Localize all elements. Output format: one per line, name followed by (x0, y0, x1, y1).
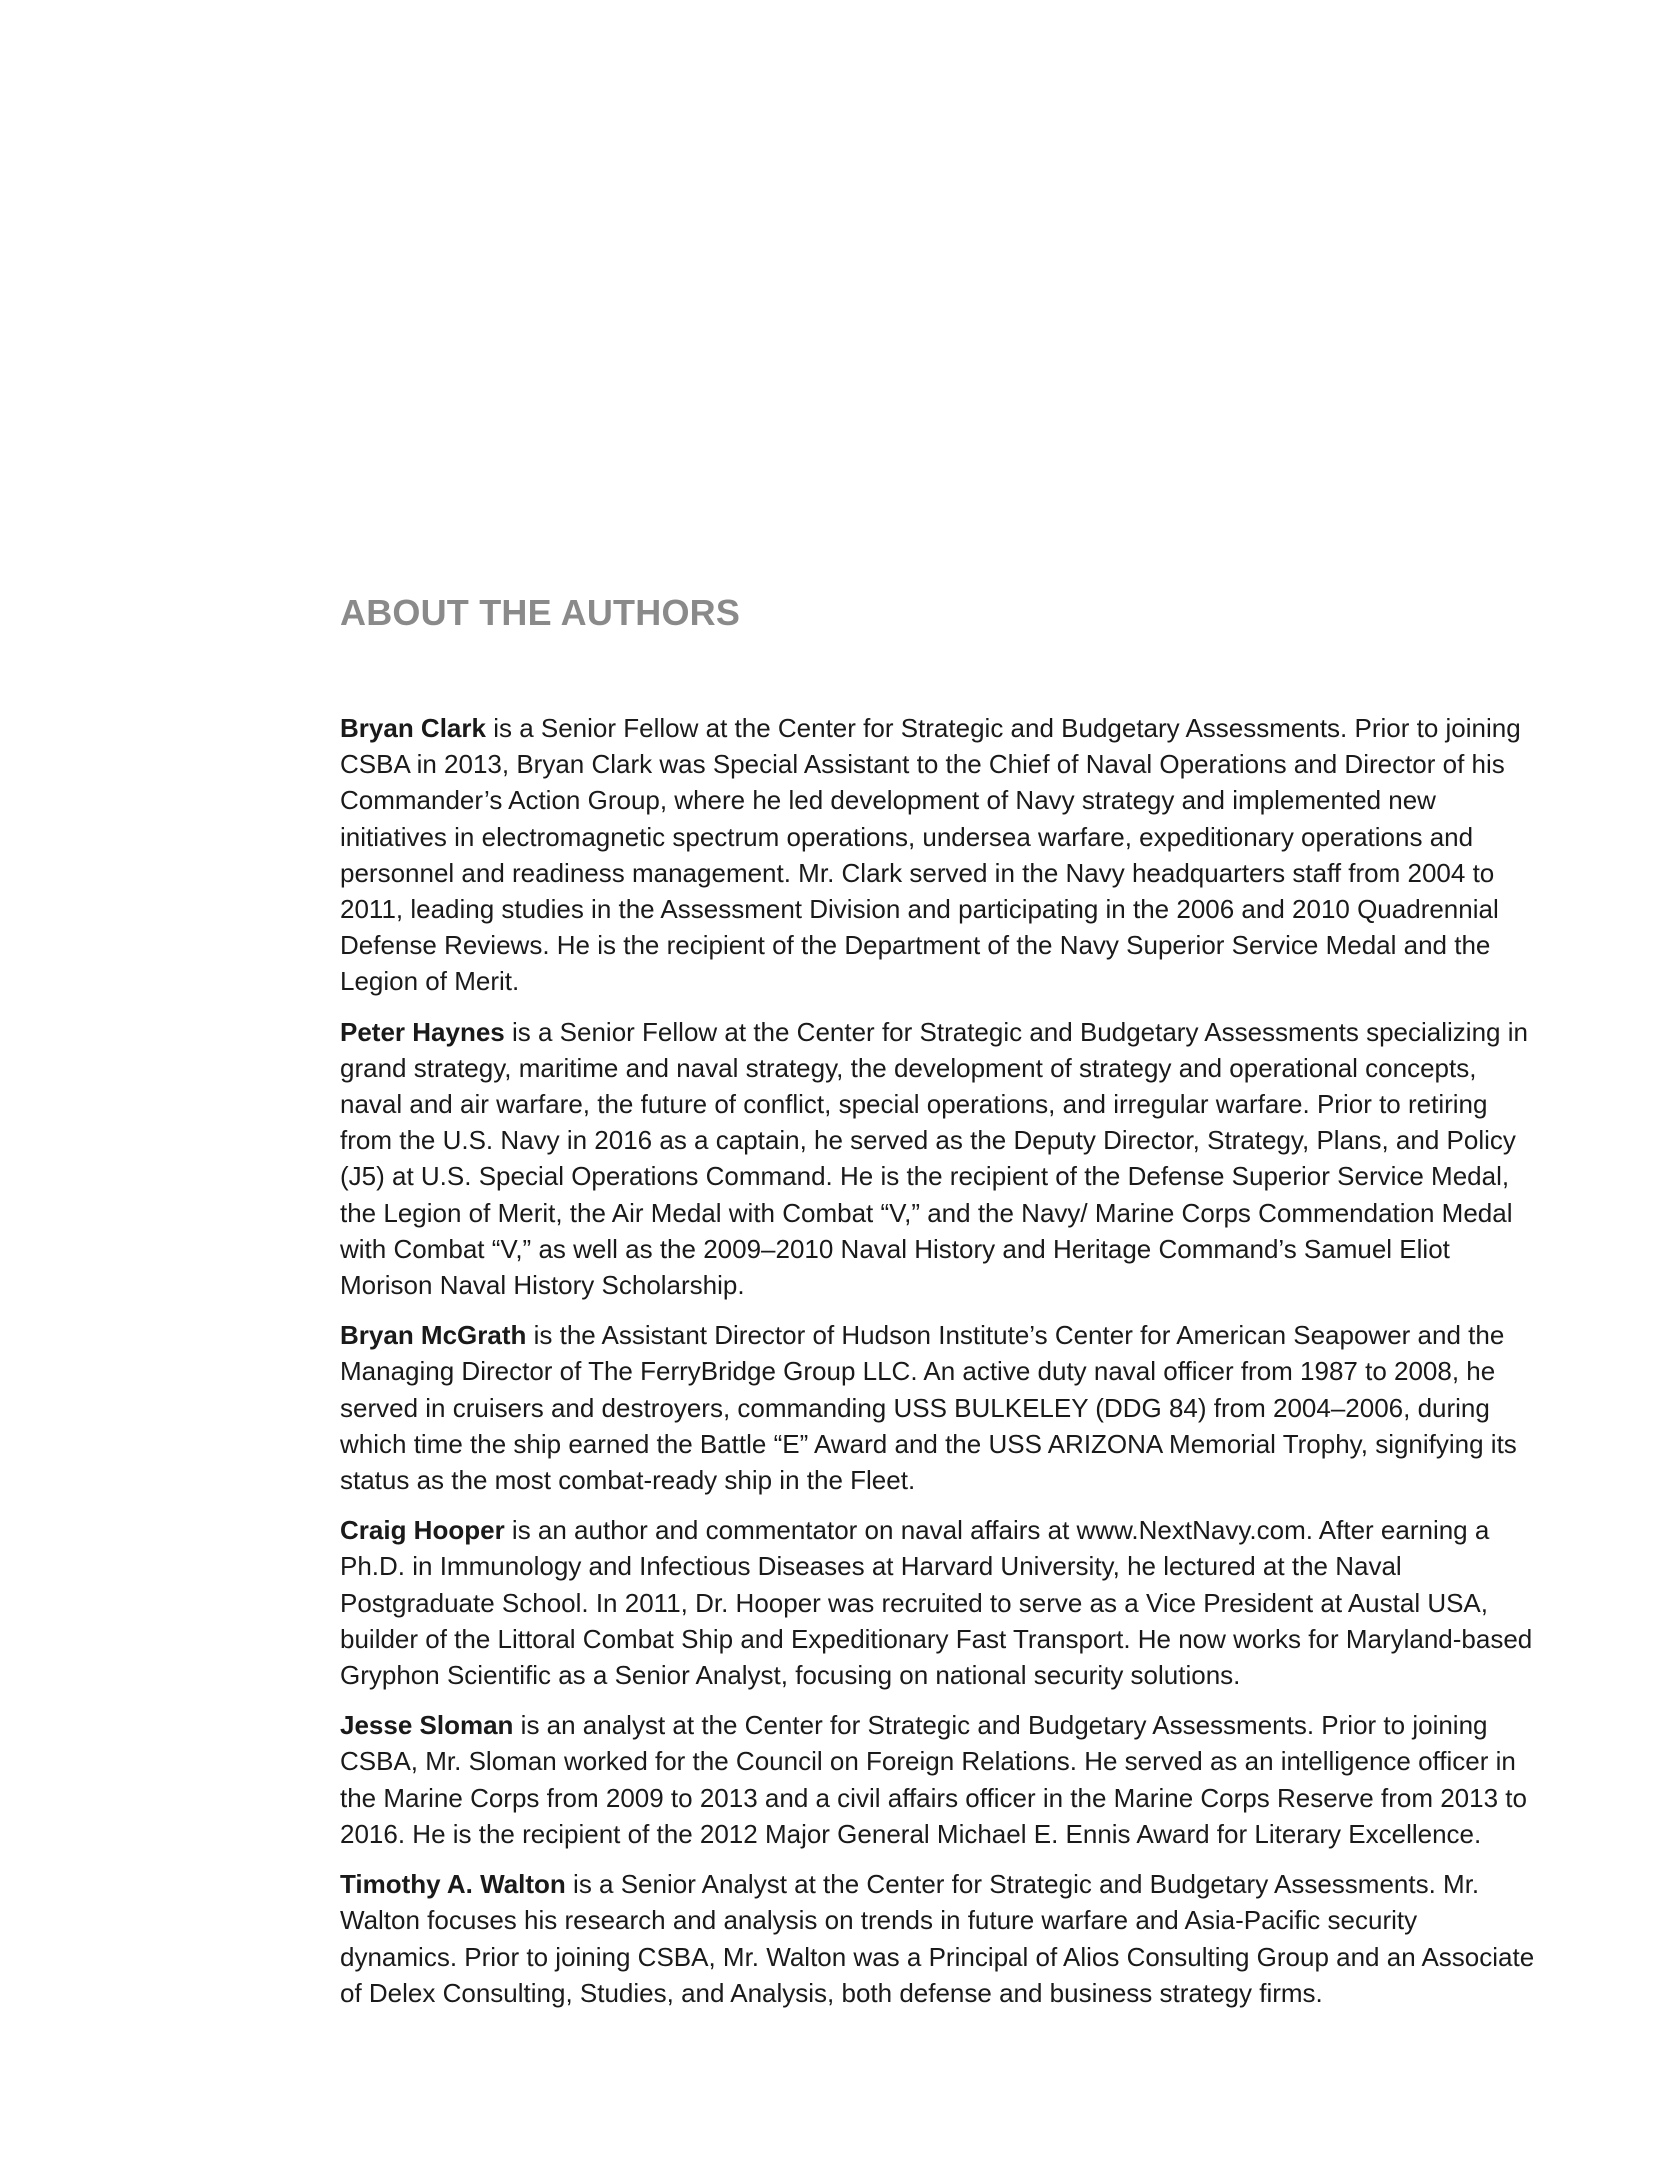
author-name: Craig Hooper (340, 1515, 505, 1546)
author-name: Timothy A. Walton (340, 1869, 566, 1900)
author-bios (340, 710, 1535, 2025)
author-name: Peter Haynes (340, 1016, 505, 1047)
author-bio-text: is a Senior Analyst at the Center for Strategic and Budgetary Assessments. Mr. Walton focuses his research and analysis on trends in future warfare and Asia-Pacific security dynamics. Prior to joining CSBA, Mr. Walton was a Principal of Alios Consulting Group and an Associate of Delex Consulting, Studies, and Analysis, both defense and business strategy firms. (340, 1869, 1535, 2008)
author-bio-clark (340, 710, 1535, 1000)
author-bio-text: is the Assistant Director of Hudson Institute’s Center for American Seapower and the Managing Director of The FerryBridge Group LLC. An active duty naval officer from 1987 to 2008, he served in cruisers and destroyers, commanding USS BULKELEY (DDG 84) from 2004–2006, during which time the ship earned the Battle “E” Award and the USS ARIZONA Memorial Trophy, signifying its status as the most combat-ready ship in the Fleet. (340, 1320, 1517, 1496)
author-name: Jesse Sloman (340, 1710, 514, 1741)
author-bio-haynes (340, 1014, 1535, 1304)
author-bio-text: is a Senior Fellow at the Center for Strategic and Budgetary Assessments specializing in grand strategy, maritime and naval strategy, the development of strategy and operational concepts, naval and air warfare, the future of conflict, special operations, and irregular warfare. Prior to retiring from the U.S. Navy in 2016 as a captain, he served as the Deputy Director, Strategy, Plans, and Policy (J5) at U.S. Special Operations Command. He is the recipient of the Defense Superior Service Medal, the Legion of Merit, the Air Medal with Combat “V,” and the Navy/ Marine Corps Commendation Medal with Combat “V,” as well as the 2009–2010 Naval History and Heritage Command’s Samuel Eliot Morison Naval History Scholarship. (340, 1016, 1528, 1301)
author-bio-text: is an author and commentator on naval affairs at www.NextNavy.com. After earning a Ph.D. in Immunology and Infectious Diseases at Harvard University, he lectured at the Naval Postgraduate School. In 2011, Dr. Hooper was recruited to serve as a Vice President at Austal USA, builder of the Littoral Combat Ship and Expeditionary Fast Transport. He now works for Maryland-based Gryphon Scientific as a Senior Analyst, focusing on national security solutions. (340, 1515, 1533, 1691)
author-name: Bryan Clark (340, 713, 486, 743)
author-bio-walton (340, 1866, 1535, 2011)
section-title: ABOUT THE AUTHORS (340, 592, 741, 633)
author-bio-text: is an analyst at the Center for Strategic and Budgetary Assessments. Prior to joining CSBA, Mr. Sloman worked for the Council on Foreign Relations. He served as an intelligence officer in the Marine Corps from 2009 to 2013 and a civil affairs officer in the Marine Corps Reserve from 2013 to 2016. He is the recipient of the 2012 Major General Michael E. Ennis Award for Literary Excellence. (340, 1710, 1527, 1849)
author-bio-sloman (340, 1707, 1535, 1852)
author-bio-hooper (340, 1512, 1535, 1693)
author-name: Bryan McGrath (340, 1320, 527, 1351)
author-bio-text: is a Senior Fellow at the Center for Strategic and Budgetary Assessments. Prior to joining CSBA in 2013, Bryan Clark was Special Assistant to the Chief of Naval Operations and Director of his Commander’s Action Group, where he led development of Navy strategy and implemented new initiatives in electromagnetic spectrum operations, undersea warfare, expeditionary operations and personnel and readiness management. Mr. Clark served in the Navy headquarters staff from 2004 to 2011, leading studies in the Assessment Division and participating in the 2006 and 2010 Quadrennial Defense Reviews. He is the recipient of the Department of the Navy Superior Service Medal and the Legion of Merit. (340, 713, 1521, 997)
author-bio-mcgrath (340, 1317, 1535, 1498)
